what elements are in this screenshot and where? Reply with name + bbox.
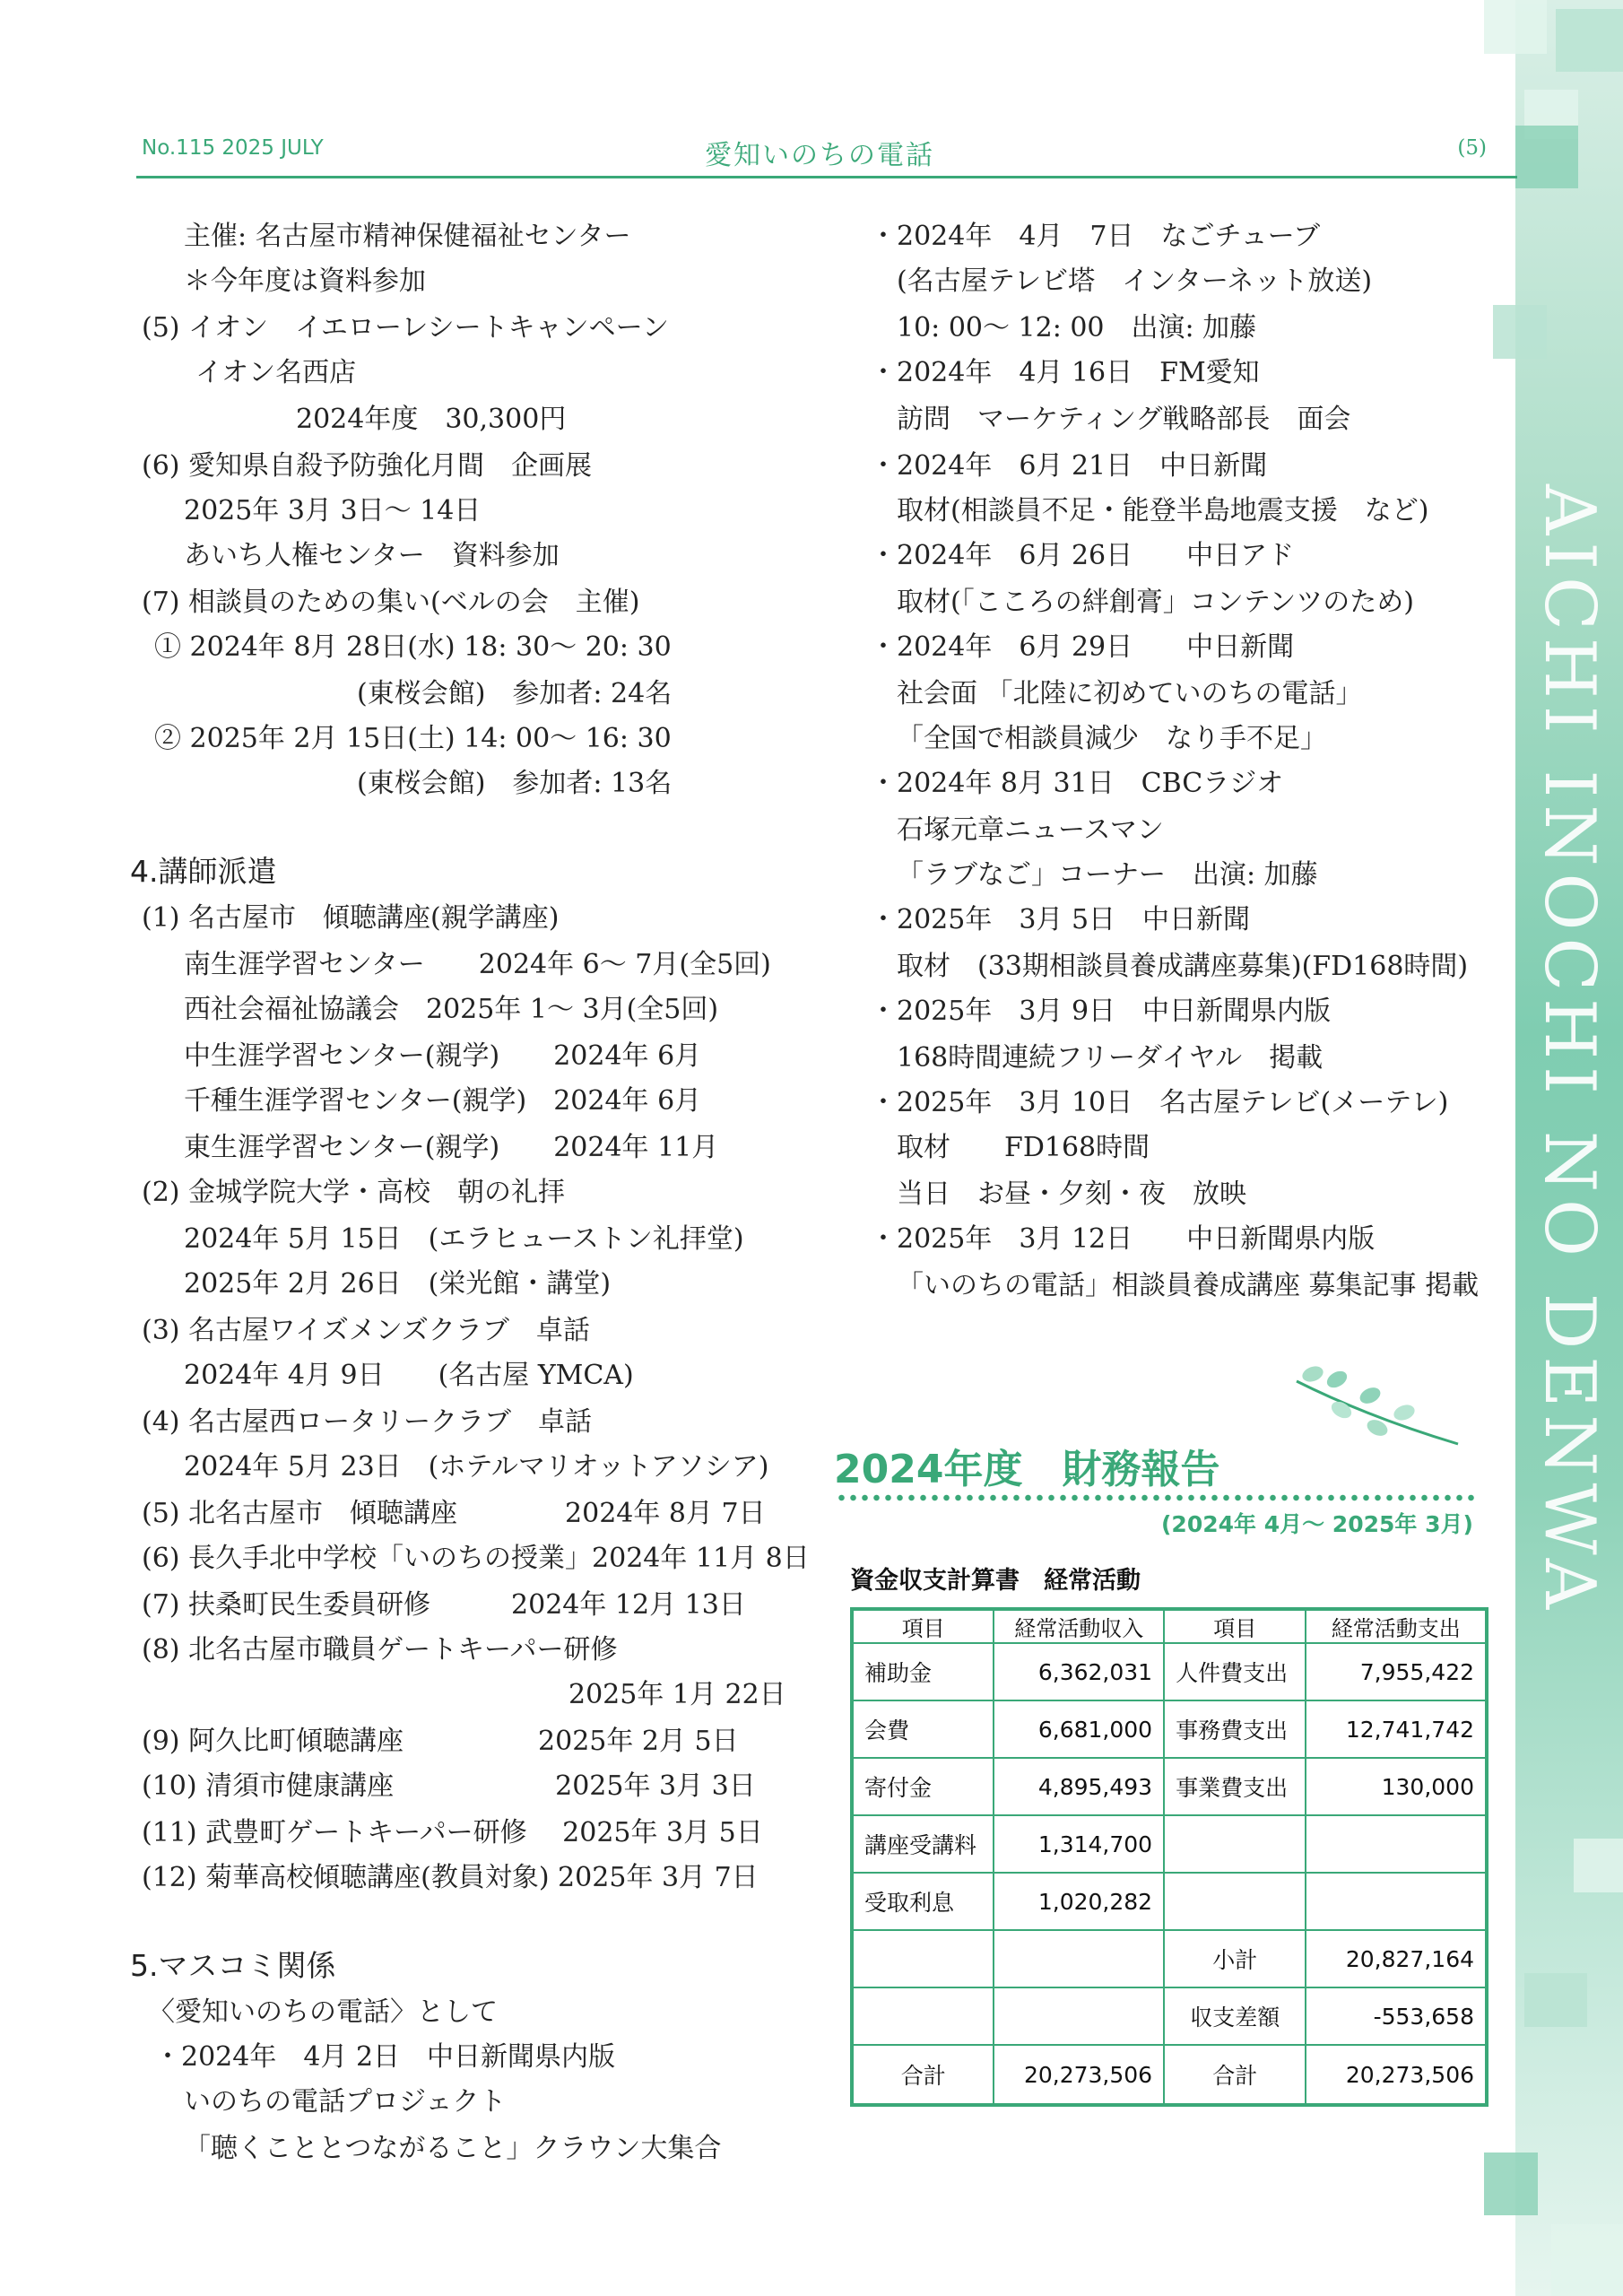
header-divider [136, 176, 1517, 178]
table-cell [994, 1930, 1164, 1987]
list-item: ・2025年 3月 10日 名古屋テレビ(メーテレ) [870, 1087, 1449, 1118]
text-line: ① 2024年 8月 28日(水) 18: 30～ 20: 30 [154, 631, 672, 663]
table-cell: 20,827,164 [1306, 1930, 1487, 1987]
finance-period: (2024年 4月～ 2025年 3月) [1161, 1511, 1473, 1537]
table-cell: 補助金 [852, 1643, 994, 1700]
text-line: 「いのちの電話」相談員養成講座 募集記事 掲載 [897, 1270, 1480, 1301]
text-line: 社会面 「北陸に初めていのちの電話」 [897, 678, 1363, 709]
list-item: (2) 金城学院大学・高校 朝の礼拝 [142, 1177, 566, 1208]
text-line: 「全国で相談員減少 なり手不足」 [897, 723, 1327, 754]
deco-square [1524, 1973, 1587, 2027]
table-cell [1306, 1873, 1487, 1930]
text-line: ② 2025年 2月 15日(土) 14: 00～ 16: 30 [154, 723, 672, 754]
text-line: 2024年 4月 9日 (名古屋 YMCA) [184, 1360, 634, 1391]
table-cell: 事務費支出 [1164, 1700, 1306, 1758]
text-line: 〈愛知いのちの電話〉として [148, 1996, 498, 2028]
table-row [852, 1987, 1487, 2045]
table-cell: -553,658 [1306, 1987, 1487, 2045]
list-item: (10) 清須市健康講座 2025年 3月 3日 [142, 1770, 756, 1802]
text-line: 2025年 3月 3日～ 14日 [184, 495, 482, 526]
text-line: 石塚元章ニュースマン [897, 814, 1164, 846]
table-cell: 合計 [1164, 2045, 1306, 2105]
table-cell: 事業費支出 [1164, 1758, 1306, 1815]
table-row [852, 1700, 1487, 1758]
deco-square [1484, 0, 1547, 54]
column-header: 項目 [852, 1609, 994, 1643]
table-cell [994, 1987, 1164, 2045]
finance-table [850, 1607, 1488, 2107]
text-line: (東桜会館) 参加者: 13名 [357, 768, 673, 799]
list-item: ・2024年 4月 2日 中日新聞県内版 [154, 2041, 616, 2073]
side-vertical-title: AICHI INOCHI NO DENWA [1529, 484, 1610, 1617]
text-line: 東生涯学習センター(親学) 2024年 11月 [184, 1132, 719, 1163]
text-line: 2024年 5月 23日 (ホテルマリオットアソシア) [184, 1451, 769, 1483]
text-line: イオン名西店 [195, 357, 357, 388]
text-line: (東桜会館) 参加者: 24名 [357, 678, 673, 709]
table-cell: 収支差額 [1164, 1987, 1306, 2045]
list-item: (6) 長久手北中学校「いのちの授業」2024年 11月 8日 [142, 1543, 810, 1574]
finance-title: 2024年度 財務報告 [834, 1447, 1220, 1492]
table-cell: 4,895,493 [994, 1758, 1164, 1815]
list-item: (7) 扶桑町民生委員研修 2024年 12月 13日 [142, 1589, 746, 1621]
section-heading: 4.講師派遣 [130, 854, 277, 889]
table-row [852, 1758, 1487, 1815]
newsletter-title: 愛知いのちの電話 [705, 140, 934, 171]
page-number: (5) [1457, 136, 1487, 160]
list-item: ・2025年 3月 5日 中日新聞 [870, 904, 1251, 935]
table-cell: 20,273,506 [994, 2045, 1164, 2105]
text-line: あいち人権センター 資料参加 [184, 540, 560, 571]
list-item: ・2024年 6月 21日 中日新聞 [870, 450, 1268, 482]
table-row [852, 1815, 1487, 1873]
section-heading: 5.マスコミ関係 [130, 1948, 336, 1983]
text-line: 取材(「こころの絆創膏」コンテンツのため) [897, 587, 1414, 618]
table-cell: 小計 [1164, 1930, 1306, 1987]
text-line: 2024年 5月 15日 (エラヒューストン礼拝堂) [184, 1223, 744, 1255]
table-cell [852, 1987, 994, 2045]
table-cell [852, 1930, 994, 1987]
table-cell [1306, 1815, 1487, 1873]
list-item: ・2024年 4月 7日 なごチューブ [870, 221, 1321, 252]
table-cell [1164, 1815, 1306, 1873]
deco-square [1515, 126, 1578, 188]
column-header: 経常活動支出 [1306, 1609, 1487, 1643]
text-line: 取材 (33期相談員養成講座募集)(FD168時間) [897, 951, 1469, 982]
finance-subtitle: 資金収支計算書 経常活動 [850, 1567, 1141, 1595]
text-line: 「ラブなご」コーナー 出演: 加藤 [897, 859, 1318, 891]
column-header: 経常活動収入 [994, 1609, 1164, 1643]
table-cell: 6,681,000 [994, 1700, 1164, 1758]
text-line: いのちの電話プロジェクト [184, 2086, 507, 2118]
table-cell: 講座受講料 [852, 1815, 994, 1873]
list-item: ・2024年 8月 31日 CBCラジオ [870, 768, 1284, 799]
page-header [142, 136, 1487, 172]
list-item: (4) 名古屋西ロータリークラブ 卓話 [142, 1406, 593, 1438]
list-item: ・2025年 3月 9日 中日新聞県内版 [870, 996, 1332, 1027]
dotted-divider [836, 1494, 1478, 1501]
list-item: (11) 武豊町ゲートキーパー研修 2025年 3月 5日 [142, 1817, 763, 1848]
table-total-row [852, 2045, 1487, 2105]
table-cell: 受取利息 [852, 1873, 994, 1930]
text-line: 主催: 名古屋市精神保健福祉センター [184, 221, 631, 252]
table-cell [1164, 1873, 1306, 1930]
text-line: 南生涯学習センター 2024年 6～ 7月(全5回) [184, 949, 771, 980]
text-line: 2024年度 30,300円 [296, 404, 567, 435]
list-item: (3) 名古屋ワイズメンズクラブ 卓話 [142, 1315, 590, 1346]
table-cell: 7,955,422 [1306, 1643, 1487, 1700]
list-item: (6) 愛知県自殺予防強化月間 企画展 [142, 450, 593, 482]
list-item: ・2024年 4月 16日 FM愛知 [870, 357, 1260, 388]
table-cell: 130,000 [1306, 1758, 1487, 1815]
table-row [852, 1930, 1487, 1987]
leaf-branch-icon [1288, 1363, 1467, 1453]
text-line: ＊今年度は資料参加 [184, 265, 426, 297]
text-line: 2025年 1月 22日 [568, 1679, 786, 1710]
deco-square [1556, 9, 1623, 72]
table-cell: 1,314,700 [994, 1815, 1164, 1873]
text-line: 2025年 2月 26日 (栄光館・講堂) [184, 1268, 612, 1300]
table-cell: 合計 [852, 2045, 994, 2105]
list-item: (1) 名古屋市 傾聴講座(親学講座) [142, 902, 560, 934]
text-line: 取材 FD168時間 [897, 1132, 1150, 1163]
table-cell: 1,020,282 [994, 1873, 1164, 1930]
list-item: ・2024年 6月 29日 中日新聞 [870, 631, 1295, 663]
text-line: 中生涯学習センター(親学) 2024年 6月 [184, 1040, 702, 1072]
text-line: 「聴くこととつながること」クラウン大集合 [184, 2133, 722, 2164]
column-header: 項目 [1164, 1609, 1306, 1643]
text-line: 千種生涯学習センター(親学) 2024年 6月 [184, 1085, 702, 1117]
text-line: 168時間連続フリーダイヤル 掲載 [897, 1042, 1324, 1074]
issue-number: No.115 2025 JULY [142, 136, 324, 160]
text-line: 10: 00～ 12: 00 出演: 加藤 [897, 312, 1257, 344]
table-row [852, 1873, 1487, 1930]
table-cell: 20,273,506 [1306, 2045, 1487, 2105]
table-row [852, 1643, 1487, 1700]
text-line: 当日 お昼・夕刻・夜 放映 [897, 1178, 1246, 1210]
list-item: (12) 菊華高校傾聴講座(教員対象) 2025年 3月 7日 [142, 1862, 759, 1893]
deco-square [1493, 305, 1547, 359]
table-header-row [852, 1609, 1487, 1643]
list-item: (5) イオン イエローレシートキャンペーン [142, 312, 669, 344]
list-item: ・2025年 3月 12日 中日新聞県内版 [870, 1223, 1376, 1255]
deco-square [1484, 2152, 1538, 2215]
table-cell: 寄付金 [852, 1758, 994, 1815]
table-cell: 12,741,742 [1306, 1700, 1487, 1758]
table-cell: 6,362,031 [994, 1643, 1164, 1700]
text-line: 西社会福祉協議会 2025年 1～ 3月(全5回) [184, 994, 719, 1025]
list-item: (5) 北名古屋市 傾聴講座 2024年 8月 7日 [142, 1498, 766, 1529]
text-line: 訪問 マーケティング戦略部長 面会 [897, 404, 1351, 435]
deco-square [1574, 1839, 1623, 1892]
text-line: (名古屋テレビ塔 インターネット放送) [897, 265, 1373, 297]
list-item: (7) 相談員のための集い(ベルの会 主催) [142, 587, 640, 618]
list-item: (8) 北名古屋市職員ゲートキーパー研修 [142, 1634, 618, 1665]
list-item: ・2024年 6月 26日 中日アド [870, 540, 1295, 571]
list-item: (9) 阿久比町傾聴講座 2025年 2月 5日 [142, 1726, 739, 1757]
deco-square [1551, 2224, 1623, 2296]
text-line: 取材(相談員不足・能登半島地震支援 など) [897, 495, 1429, 526]
table-cell: 会費 [852, 1700, 994, 1758]
table-cell: 人件費支出 [1164, 1643, 1306, 1700]
